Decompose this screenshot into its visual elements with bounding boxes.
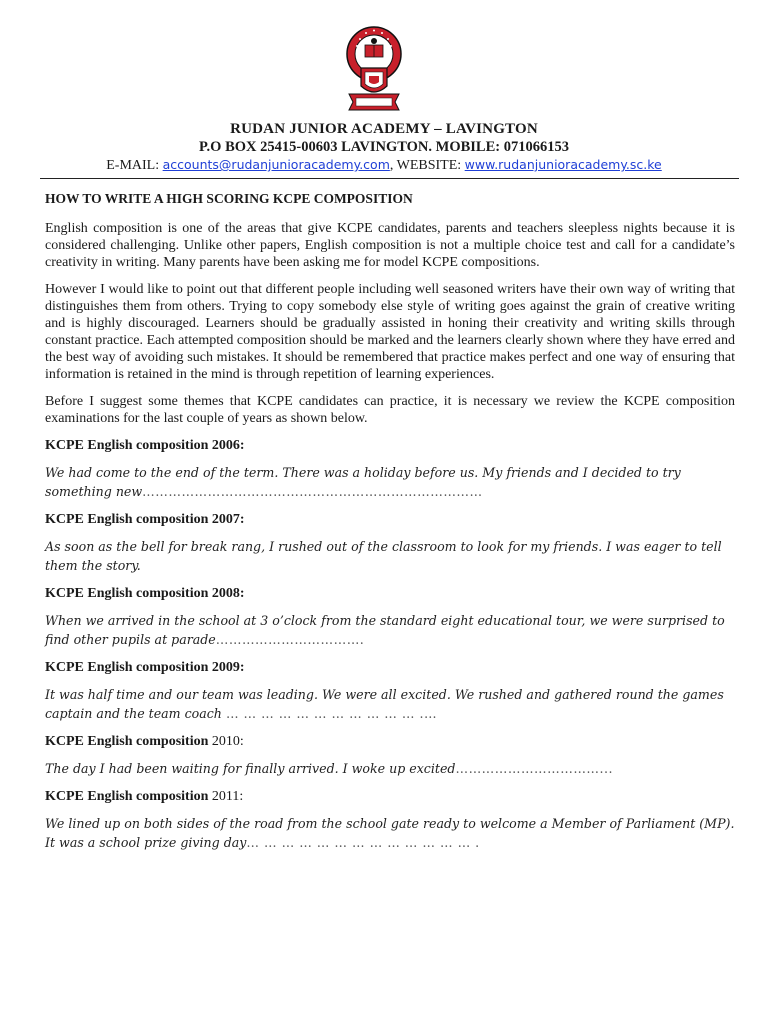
composition-heading-2006: KCPE English composition 2006:: [45, 438, 245, 453]
prompt-trail: …………………………….: [215, 632, 365, 647]
composition-heading-2007: KCPE English composition 2007:: [45, 512, 245, 527]
composition-prompt-2006: [45, 463, 735, 501]
paragraph-intro: English composition is one of the areas that give KCPE candidates, parents and teachers sleepless nights because it is considered challenging. Unlike other papers, English composition is not a multiple choice test and call for a candidate’s creativity in writing. Many parents have been asking me for model KCPE compositions.: [45, 221, 735, 270]
heading-year: 2010:: [208, 734, 244, 749]
document-body: [45, 190, 735, 862]
composition-heading-2009: KCPE English composition 2009:: [45, 660, 245, 675]
heading-year: 2011:: [208, 789, 244, 804]
email-label: E-MAIL:: [106, 158, 163, 173]
prompt-text: We had come to the end of the term. There was a holiday before us. My friends and I decided to try something new: [45, 465, 681, 499]
composition-prompt-2008: [45, 611, 735, 649]
prompt-text: The day I had been waiting for finally arrived. I woke up excited: [45, 761, 456, 776]
contact-line: [0, 157, 768, 174]
composition-heading-2010: [45, 733, 735, 750]
school-name: RUDAN JUNIOR ACADEMY – LAVINGTON: [230, 121, 538, 137]
prompt-trail: ……………………………...: [455, 761, 614, 776]
document-title: HOW TO WRITE A HIGH SCORING KCPE COMPOSITION: [45, 191, 413, 206]
paragraph-advice: However I would like to point out that different people including well seasoned writers have their own way of writing that distinguishes them from others. Trying to copy somebody else style of writing goes against the grain of creative writing and is highly discouraged. Learners should be gradually assisted in honing their creativity and writing skills through constant practice. Each attempted composition should be marked and the learners clearly shown where they have erred and the best way of avoiding such mistakes. It should be remembered that practice makes perfect and one way of ensuring that information is retained in the mind is through repetition of learning experiences.: [45, 282, 735, 382]
school-crest-icon: [343, 24, 405, 116]
prompt-text: As soon as the bell for break rang, I rushed out of the classroom to look for my friends. I was eager to tell them the story.: [45, 539, 722, 573]
heading-label: KCPE English composition: [45, 734, 209, 749]
composition-prompt-2007: [45, 537, 735, 575]
prompt-text: It was half time and our team was leading. We were all excited. We rushed and gathered round the games captain and the team coach: [45, 687, 724, 721]
website-link[interactable]: www.rudanjunioracademy.sc.ke: [464, 157, 662, 172]
heading-label: KCPE English composition: [45, 789, 209, 804]
composition-prompt-2011: [45, 814, 735, 852]
paragraph-review: Before I suggest some themes that KCPE candidates can practice, it is necessary we review the KCPE composition examinations for the last couple of years as shown below.: [45, 394, 735, 426]
composition-prompt-2009: [45, 685, 735, 723]
school-address: P.O BOX 25415-00603 LAVINGTON. MOBILE: 071066153: [199, 139, 569, 155]
prompt-trail: ……………………………………………………………………: [142, 484, 483, 499]
prompt-trail: … … … … … … … … … … … .…: [225, 706, 438, 721]
email-link[interactable]: accounts@rudanjunioracademy.com: [162, 157, 390, 172]
composition-prompt-2010: [45, 759, 735, 778]
prompt-text: When we arrived in the school at 3 o’clock from the standard eight educational tour, we were surprised to find other pupils at parade: [45, 613, 725, 647]
composition-heading-2008: KCPE English composition 2008:: [45, 586, 245, 601]
website-label: , WEBSITE:: [389, 158, 465, 173]
header-divider: [40, 178, 739, 179]
composition-heading-2011: [45, 788, 735, 805]
prompt-text: We lined up on both sides of the road from the school gate ready to welcome a Member of Parliament (MP). It was a school prize giving day: [45, 816, 735, 850]
prompt-trail: … … … … … … … … … … … … … .: [246, 835, 480, 850]
